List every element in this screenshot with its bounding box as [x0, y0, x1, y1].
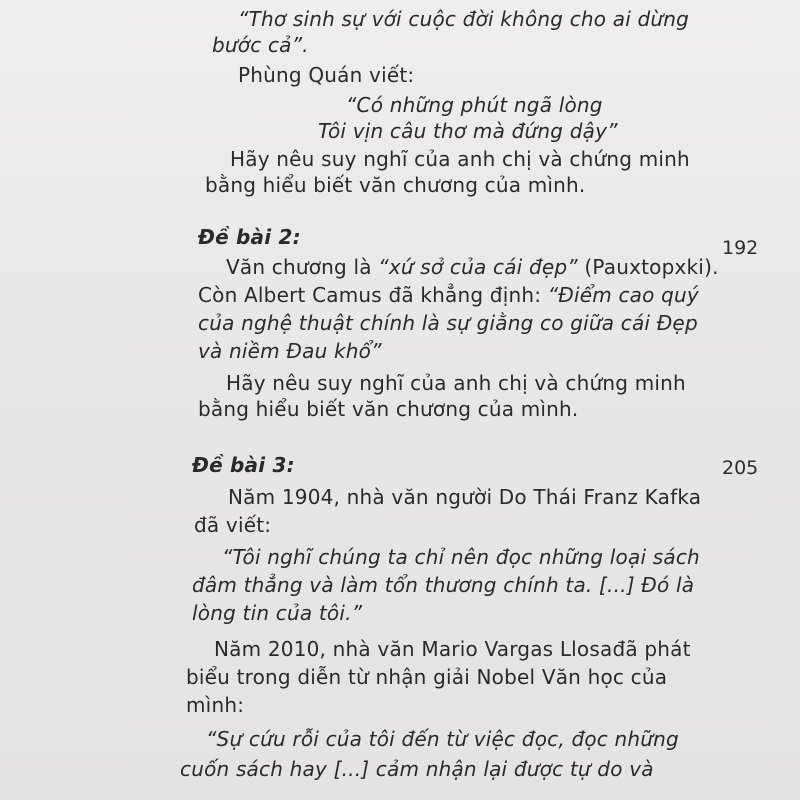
quote-line: bước cả”.: [212, 33, 309, 57]
text-line: biểu trong diễn từ nhận giải Nobel Văn học của: [186, 665, 668, 689]
text-line: Còn Albert Camus đã khẳng định: “Điểm cao quý: [198, 283, 699, 307]
text-line: Năm 1904, nhà văn người Do Thái Franz Kafka: [228, 485, 702, 509]
section-heading: Đề bài 3:: [192, 453, 295, 477]
quote-line: “Sự cứu rỗi của tôi đến từ việc đọc, đọc những: [206, 727, 679, 751]
quote-line: “Thơ sinh sự với cuộc đời không cho ai dừng: [238, 7, 690, 31]
quote-line: lòng tin của tôi.”: [192, 601, 363, 625]
text-line: đã viết:: [194, 513, 272, 537]
text-line: bằng hiểu biết văn chương của mình.: [205, 173, 586, 197]
text-line: bằng hiểu biết văn chương của mình.: [198, 397, 579, 421]
text-line: Văn chương là “xứ sở của cái đẹp” (Pauxtopxki).: [226, 255, 719, 279]
quote-line: cuốn sách hay [...] cảm nhận lại được tự do và: [180, 757, 654, 781]
text-line: mình:: [186, 693, 245, 717]
quote-line: “Tôi nghĩ chúng ta chỉ nên đọc những loại sách: [222, 545, 700, 569]
page-number: 192: [722, 237, 759, 259]
text-line: Hãy nêu suy nghĩ của anh chị và chứng minh: [226, 371, 686, 395]
quote-line: của nghệ thuật chính là sự giằng co giữa cái Đẹp: [198, 311, 698, 335]
page-number: 205: [722, 457, 759, 479]
text-line: Năm 2010, nhà văn Mario Vargas Llosađã phát: [214, 637, 691, 661]
quote-line: đâm thẳng và làm tổn thương chính ta. [...] Đó là: [192, 573, 695, 597]
quote-line: và niềm Đau khổ”: [198, 339, 382, 363]
poem-line: Tôi vịn câu thơ mà đứng dậy”: [318, 119, 618, 143]
text-line: Hãy nêu suy nghĩ của anh chị và chứng minh: [230, 147, 690, 171]
text-line: Phùng Quán viết:: [238, 63, 415, 87]
section-heading: Đề bài 2:: [198, 225, 301, 249]
poem-line: “Có những phút ngã lòng: [346, 93, 603, 117]
